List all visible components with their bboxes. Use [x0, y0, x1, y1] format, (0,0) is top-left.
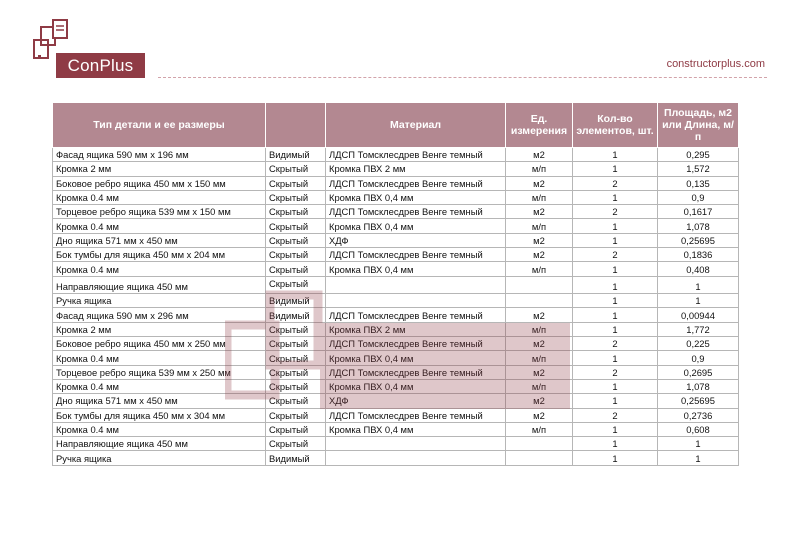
material-cell: ХДФ	[326, 233, 506, 247]
quantity-cell: 1	[573, 379, 658, 393]
quantity-cell: 2	[573, 337, 658, 351]
visibility-cell: Скрытый	[266, 379, 326, 393]
amount-cell: 1,078	[658, 379, 739, 393]
unit-cell: м/п	[506, 422, 573, 436]
material-cell	[326, 276, 506, 294]
col-header-visibility	[266, 103, 326, 148]
unit-cell: м2	[506, 233, 573, 247]
material-cell: ХДФ	[326, 394, 506, 408]
visibility-cell: Скрытый	[266, 276, 326, 294]
part-name-cell: Кромка 2 мм	[53, 322, 266, 336]
part-name-cell: Торцевое ребро ящика 539 мм х 250 мм	[53, 365, 266, 379]
visibility-cell: Скрытый	[266, 248, 326, 262]
material-cell: Кромка ПВХ 0,4 мм	[326, 190, 506, 204]
part-name-cell: Дно ящика 571 мм х 450 мм	[53, 394, 266, 408]
material-cell: Кромка ПВХ 2 мм	[326, 322, 506, 336]
part-name-cell: Кромка 0.4 мм	[53, 422, 266, 436]
col-header-unit: Ед. измерения	[506, 103, 573, 148]
amount-cell: 0,608	[658, 422, 739, 436]
table-row	[53, 176, 739, 190]
unit-cell	[506, 437, 573, 451]
amount-cell: 0,9	[658, 190, 739, 204]
material-cell: ЛДСП Томсклесдрев Венге темный	[326, 148, 506, 162]
amount-cell: 0,1617	[658, 205, 739, 219]
amount-cell: 0,135	[658, 176, 739, 190]
amount-cell: 0,25695	[658, 394, 739, 408]
table-header-row	[53, 103, 739, 148]
part-name-cell: Дно ящика 571 мм х 450 мм	[53, 233, 266, 247]
material-cell: ЛДСП Томсклесдрев Венге темный	[326, 337, 506, 351]
table-row	[53, 337, 739, 351]
part-name-cell: Направляющие ящика 450 мм	[53, 437, 266, 451]
unit-cell: м2	[506, 176, 573, 190]
unit-cell: м2	[506, 365, 573, 379]
unit-cell: м2	[506, 148, 573, 162]
amount-cell: 1	[658, 451, 739, 465]
material-cell: ЛДСП Томсклесдрев Венге темный	[326, 308, 506, 322]
visibility-cell: Скрытый	[266, 233, 326, 247]
quantity-cell: 2	[573, 248, 658, 262]
quantity-cell: 1	[573, 437, 658, 451]
table-row	[53, 248, 739, 262]
quantity-cell: 2	[573, 365, 658, 379]
quantity-cell: 1	[573, 190, 658, 204]
material-cell: Кромка ПВХ 0,4 мм	[326, 422, 506, 436]
unit-cell: м/п	[506, 351, 573, 365]
table-row	[53, 308, 739, 322]
visibility-cell: Видимый	[266, 451, 326, 465]
amount-cell: 1,572	[658, 162, 739, 176]
quantity-cell: 1	[573, 322, 658, 336]
table-row	[53, 190, 739, 204]
quantity-cell: 2	[573, 408, 658, 422]
unit-cell: м/п	[506, 162, 573, 176]
material-cell: ЛДСП Томсклесдрев Венге темный	[326, 248, 506, 262]
visibility-cell: Скрытый	[266, 322, 326, 336]
brand-logo[interactable]: ConPlus	[56, 53, 145, 78]
visibility-cell: Скрытый	[266, 437, 326, 451]
table-row	[53, 276, 739, 294]
col-header-quantity: Кол-во элементов, шт.	[573, 103, 658, 148]
part-name-cell: Кромка 0.4 мм	[53, 190, 266, 204]
material-cell: ЛДСП Томсклесдрев Венге темный	[326, 205, 506, 219]
amount-cell: 0,00944	[658, 308, 739, 322]
visibility-cell: Скрытый	[266, 394, 326, 408]
part-name-cell: Кромка 2 мм	[53, 162, 266, 176]
unit-cell: м2	[506, 205, 573, 219]
table-row	[53, 451, 739, 465]
quantity-cell: 1	[573, 276, 658, 294]
material-cell: ЛДСП Томсклесдрев Венге темный	[326, 176, 506, 190]
part-name-cell: Бок тумбы для ящика 450 мм х 304 мм	[53, 408, 266, 422]
material-cell: Кромка ПВХ 0,4 мм	[326, 379, 506, 393]
table-body	[53, 148, 739, 466]
unit-cell: м/п	[506, 262, 573, 276]
visibility-cell: Скрытый	[266, 422, 326, 436]
visibility-cell: Видимый	[266, 308, 326, 322]
unit-cell	[506, 294, 573, 308]
quantity-cell: 1	[573, 219, 658, 233]
table-row	[53, 379, 739, 393]
table-row	[53, 162, 739, 176]
part-name-cell: Ручка ящика	[53, 294, 266, 308]
table-row	[53, 365, 739, 379]
material-cell: Кромка ПВХ 0,4 мм	[326, 262, 506, 276]
col-header-part-type: Тип детали и ее размеры	[53, 103, 266, 148]
amount-cell: 1,772	[658, 322, 739, 336]
part-name-cell: Боковое ребро ящика 450 мм х 150 мм	[53, 176, 266, 190]
material-cell: Кромка ПВХ 0,4 мм	[326, 219, 506, 233]
table-row	[53, 294, 739, 308]
quantity-cell: 2	[573, 205, 658, 219]
visibility-cell: Скрытый	[266, 337, 326, 351]
unit-cell: м2	[506, 308, 573, 322]
quantity-cell: 1	[573, 233, 658, 247]
quantity-cell: 1	[573, 148, 658, 162]
amount-cell: 0,2695	[658, 365, 739, 379]
amount-cell: 0,225	[658, 337, 739, 351]
amount-cell: 0,1836	[658, 248, 739, 262]
part-name-cell: Бок тумбы для ящика 450 мм х 204 мм	[53, 248, 266, 262]
table-row	[53, 422, 739, 436]
material-cell: Кромка ПВХ 0,4 мм	[326, 351, 506, 365]
visibility-cell: Скрытый	[266, 162, 326, 176]
material-cell	[326, 437, 506, 451]
table-row	[53, 205, 739, 219]
visibility-cell: Скрытый	[266, 365, 326, 379]
material-cell: ЛДСП Томсклесдрев Венге темный	[326, 408, 506, 422]
part-name-cell: Боковое ребро ящика 450 мм х 250 мм	[53, 337, 266, 351]
table-row	[53, 233, 739, 247]
parts-specification-table	[52, 102, 739, 466]
amount-cell: 1	[658, 437, 739, 451]
unit-cell: м2	[506, 337, 573, 351]
visibility-cell: Видимый	[266, 148, 326, 162]
visibility-cell: Скрытый	[266, 351, 326, 365]
table-row	[53, 322, 739, 336]
quantity-cell: 1	[573, 422, 658, 436]
unit-cell	[506, 451, 573, 465]
table-row	[53, 219, 739, 233]
table-row	[53, 351, 739, 365]
amount-cell: 1,078	[658, 219, 739, 233]
part-name-cell: Направляющие ящика 450 мм	[53, 276, 266, 294]
table-row	[53, 262, 739, 276]
amount-cell: 1	[658, 276, 739, 294]
table-row	[53, 148, 739, 162]
unit-cell: м2	[506, 394, 573, 408]
part-name-cell: Кромка 0.4 мм	[53, 379, 266, 393]
visibility-cell: Скрытый	[266, 408, 326, 422]
unit-cell	[506, 276, 573, 294]
visibility-cell: Видимый	[266, 294, 326, 308]
quantity-cell: 2	[573, 176, 658, 190]
quantity-cell: 1	[573, 394, 658, 408]
visibility-cell: Скрытый	[266, 176, 326, 190]
quantity-cell: 1	[573, 351, 658, 365]
unit-cell: м/п	[506, 190, 573, 204]
quantity-cell: 1	[573, 451, 658, 465]
amount-cell: 0,25695	[658, 233, 739, 247]
col-header-material: Материал	[326, 103, 506, 148]
material-cell: Кромка ПВХ 2 мм	[326, 162, 506, 176]
visibility-cell: Скрытый	[266, 190, 326, 204]
table-row	[53, 408, 739, 422]
material-cell: ЛДСП Томсклесдрев Венге темный	[326, 365, 506, 379]
unit-cell: м/п	[506, 379, 573, 393]
amount-cell: 1	[658, 294, 739, 308]
amount-cell: 0,408	[658, 262, 739, 276]
unit-cell: м2	[506, 248, 573, 262]
part-name-cell: Ручка ящика	[53, 451, 266, 465]
visibility-cell: Скрытый	[266, 262, 326, 276]
header-divider	[158, 77, 767, 78]
material-cell	[326, 294, 506, 308]
quantity-cell: 1	[573, 308, 658, 322]
unit-cell: м/п	[506, 322, 573, 336]
site-url-link[interactable]: constructorplus.com	[666, 58, 765, 70]
quantity-cell: 1	[573, 262, 658, 276]
table-row	[53, 437, 739, 451]
amount-cell: 0,9	[658, 351, 739, 365]
material-cell	[326, 451, 506, 465]
part-name-cell: Фасад ящика 590 мм х 296 мм	[53, 308, 266, 322]
part-name-cell: Кромка 0.4 мм	[53, 351, 266, 365]
part-name-cell: Кромка 0.4 мм	[53, 262, 266, 276]
visibility-cell: Скрытый	[266, 219, 326, 233]
part-name-cell: Фасад ящика 590 мм х 196 мм	[53, 148, 266, 162]
col-header-area-length: Площадь, м2 или Длина, м/п	[658, 103, 739, 148]
table-row	[53, 394, 739, 408]
visibility-cell: Скрытый	[266, 205, 326, 219]
amount-cell: 0,2736	[658, 408, 739, 422]
unit-cell: м/п	[506, 219, 573, 233]
quantity-cell: 1	[573, 162, 658, 176]
unit-cell: м2	[506, 408, 573, 422]
amount-cell: 0,295	[658, 148, 739, 162]
part-name-cell: Торцевое ребро ящика 539 мм х 150 мм	[53, 205, 266, 219]
quantity-cell: 1	[573, 294, 658, 308]
part-name-cell: Кромка 0.4 мм	[53, 219, 266, 233]
